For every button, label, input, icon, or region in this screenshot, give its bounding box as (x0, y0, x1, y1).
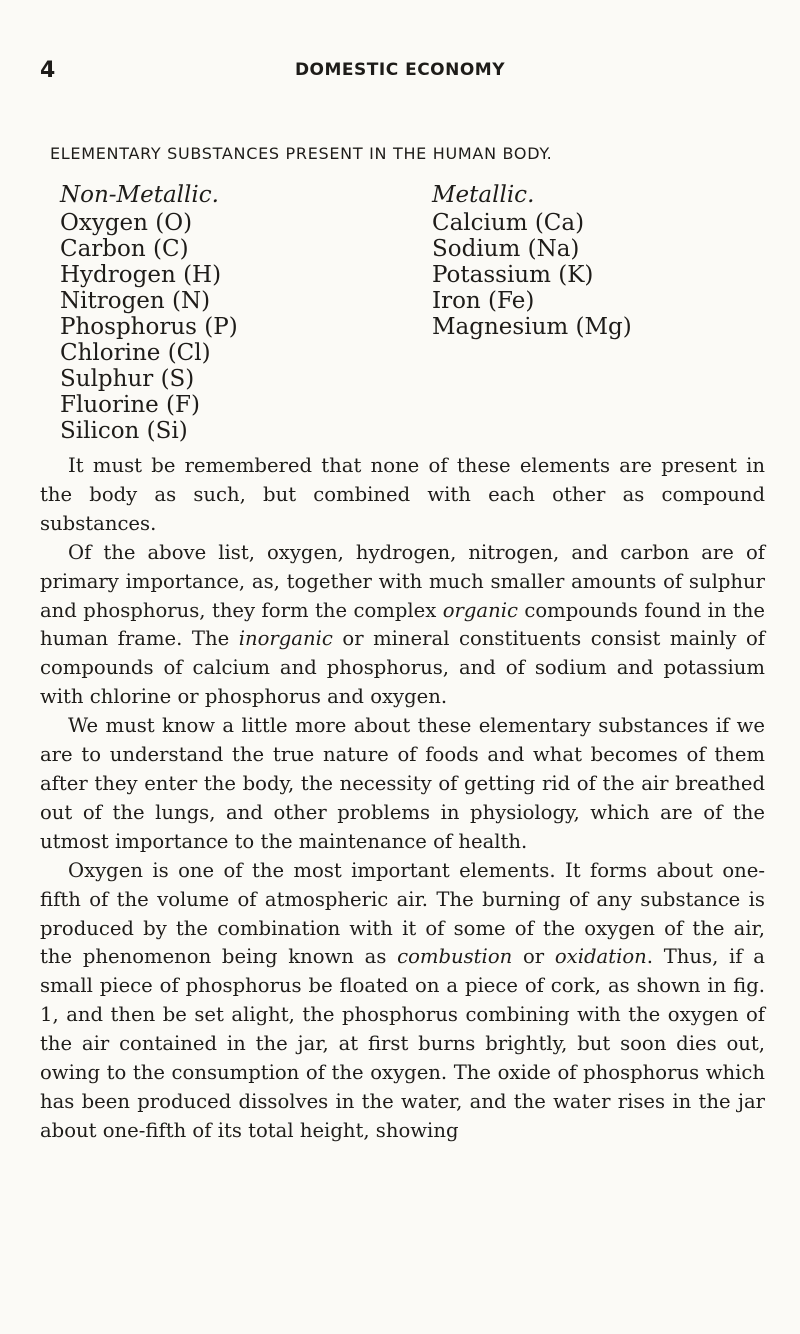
metallic-column (432, 182, 752, 340)
element-item: Potassium (K) (432, 262, 594, 288)
element-item: Nitrogen (N) (60, 288, 211, 314)
element-item: Iron (Fe) (432, 288, 535, 314)
element-item: Chlorine (Cl) (60, 340, 211, 366)
table-caption: ELEMENTARY SUBSTANCES PRESENT IN THE HUMAN BODY. (50, 144, 553, 163)
element-item: Sodium (Na) (432, 236, 580, 262)
element-item: Hydrogen (H) (60, 262, 222, 288)
paragraph: Oxygen is one of the most important elements. It forms about one-fifth of the volume of atmospheric air. The burning of any substance is produced by the combination with it of some of the oxygen of the air, the phenomenon being known as combustion or oxidation. Thus, if a small piece of phosphorus be floated on a piece of cork, as shown in fig. 1, and then be set alight, the phosphorus combining with the oxygen of the air contained in the jar, at first burns brightly, but soon dies out, owing to the consumption of the oxygen. The oxide of phosphorus which has been produced dissolves in the water, and the water rises in the jar about one-fifth of its total height, showing (40, 858, 765, 1142)
paragraph: Of the above list, oxygen, hydrogen, nitrogen, and carbon are of primary importance, as, together with much smaller amounts of sulphur and phosphorus, they form the complex organic compounds found in the human frame. The inorganic or mineral constituents consist mainly of compounds of calcium and phosphorus, and of sodium and potassium with chlorine or phosphorus and oxygen. (40, 540, 765, 709)
element-item: Fluorine (F) (60, 392, 200, 418)
non-metallic-column (60, 182, 380, 444)
page-number: 4 (40, 58, 56, 83)
running-title: DOMESTIC ECONOMY (294, 60, 506, 80)
body-text (40, 452, 765, 1146)
emphasis: inorganic (238, 627, 333, 651)
element-item: Sulphur (S) (60, 366, 195, 392)
paragraph: We must know a little more about these elementary substances if we are to understand the true nature of foods and what becomes of them after they enter the body, the necessity of getting rid of the air breathed out of the lungs, and other problems in physiology, which are of the utmost importance to the maintenance of health. (40, 714, 765, 853)
emphasis: combustion (397, 945, 513, 969)
running-head (0, 58, 800, 88)
element-item: Carbon (C) (60, 236, 189, 262)
element-item: Magnesium (Mg) (432, 314, 632, 340)
element-item: Silicon (Si) (60, 418, 188, 444)
metallic-heading: Metallic. (432, 182, 535, 208)
element-item: Phosphorus (P) (60, 314, 238, 340)
paragraph: It must be remembered that none of these elements are present in the body as such, but combined with each other as compound substances. (40, 454, 765, 535)
non-metallic-heading: Non-Metallic. (60, 182, 219, 208)
element-item: Oxygen (O) (60, 210, 193, 236)
emphasis: oxidation (554, 945, 647, 969)
emphasis: organic (442, 598, 518, 622)
element-item: Calcium (Ca) (432, 210, 585, 236)
